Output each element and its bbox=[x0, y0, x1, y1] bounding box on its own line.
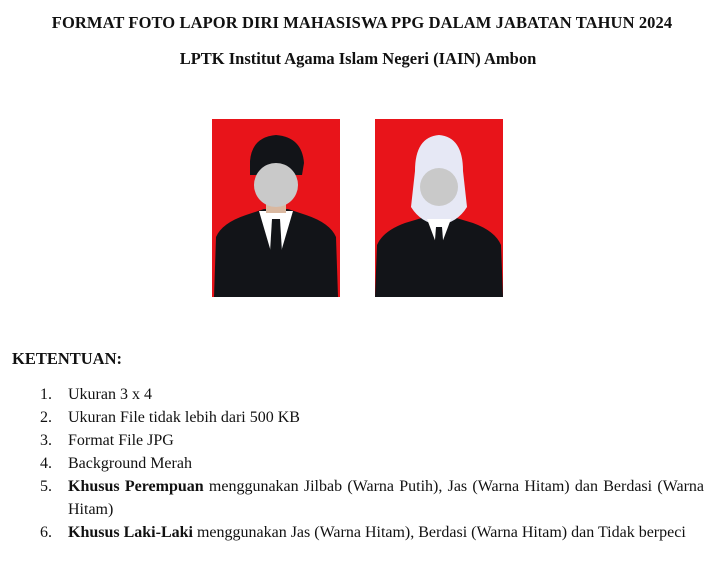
blurred-face bbox=[254, 163, 298, 207]
rule-number: 6. bbox=[40, 524, 52, 541]
rule-emphasis: Khusus Laki-Laki bbox=[68, 524, 193, 541]
rule-emphasis: Khusus Perempuan bbox=[68, 478, 204, 495]
female-sample-photo bbox=[375, 119, 503, 297]
rule-number: 3. bbox=[40, 432, 52, 449]
rule-number: 5. bbox=[40, 478, 52, 495]
rule-number: 4. bbox=[40, 455, 52, 472]
rule-text: Format File JPG bbox=[68, 432, 174, 449]
rule-item-6 bbox=[0, 521, 704, 544]
rule-item-1 bbox=[0, 383, 704, 406]
rule-text: Ukuran File tidak lebih dari 500 KB bbox=[68, 409, 300, 426]
rule-text: Ukuran 3 x 4 bbox=[68, 386, 152, 403]
rules-heading: KETENTUAN: bbox=[12, 349, 123, 368]
blurred-face bbox=[420, 168, 458, 206]
rule-number: 1. bbox=[40, 386, 52, 403]
male-sample-photo bbox=[212, 119, 340, 297]
rule-text: Background Merah bbox=[68, 455, 192, 472]
rule-item-2 bbox=[0, 406, 704, 429]
rules-list bbox=[0, 383, 704, 544]
rule-text: menggunakan Jilbab (Warna Putih), Jas (Warna Hitam) dan Berdasi (Warna Hitam) bbox=[68, 478, 705, 518]
rule-item-4 bbox=[0, 452, 704, 475]
rule-text: menggunakan Jas (Warna Hitam), Berdasi (Warna Hitam) dan Tidak berpeci bbox=[192, 524, 686, 541]
rule-item-3 bbox=[0, 429, 704, 452]
rule-number: 2. bbox=[40, 409, 52, 426]
rule-item-5 bbox=[0, 475, 704, 521]
document-title: FORMAT FOTO LAPOR DIRI MAHASISWA PPG DALAM JABATAN TAHUN 2024 bbox=[51, 13, 673, 32]
document-subtitle: LPTK Institut Agama Islam Negeri (IAIN) Ambon bbox=[179, 49, 537, 68]
